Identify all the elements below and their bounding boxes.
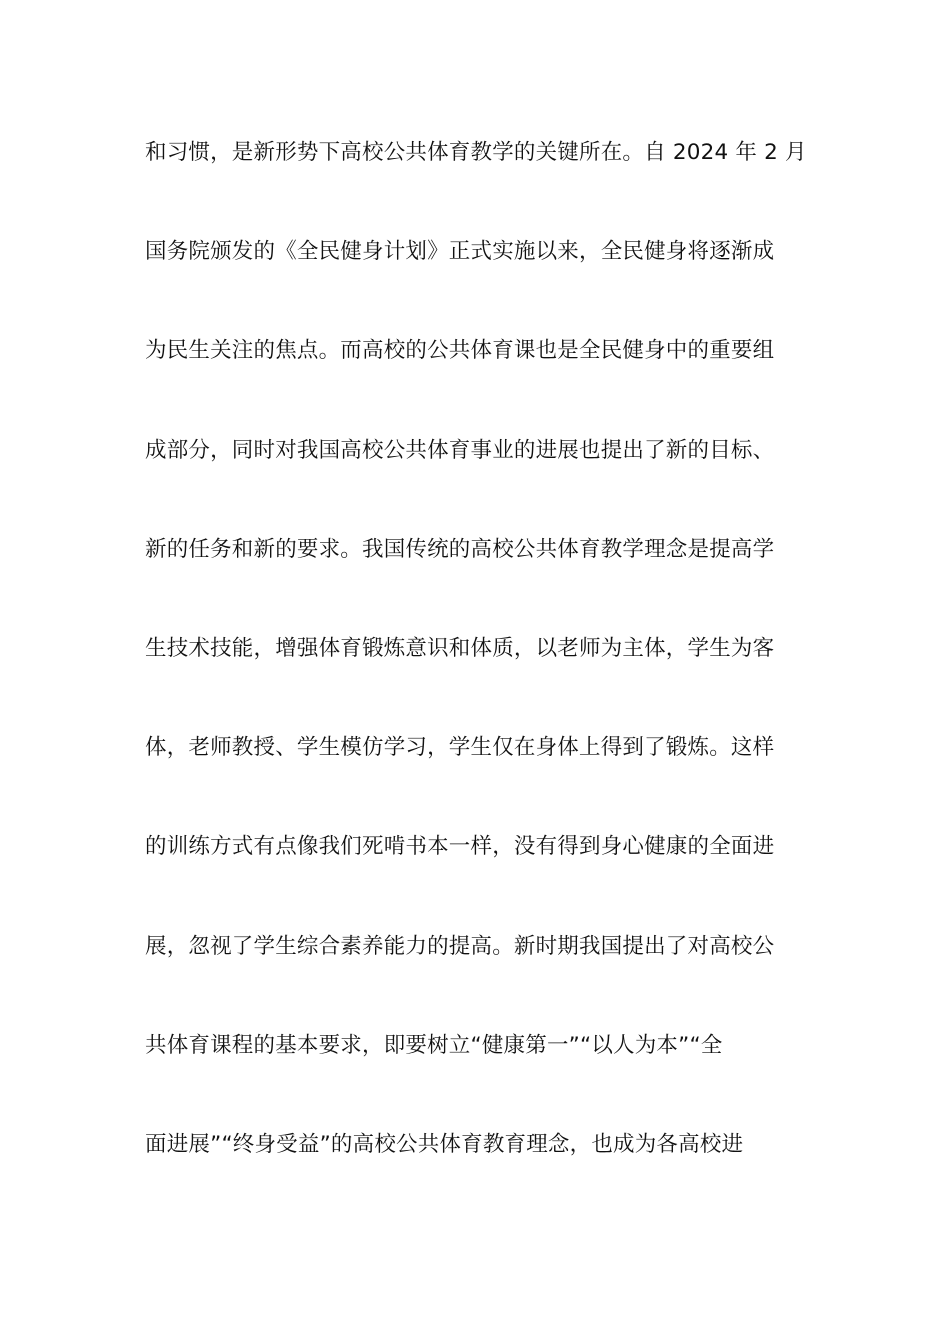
text-line: 共体育课程的基本要求，即要树立“健康第一”“以人为本”“全 (145, 1032, 723, 1058)
text-line: 的训练方式有点像我们死啃书本一样，没有得到身心健康的全面进 (145, 834, 775, 860)
text-line: 成部分，同时对我国高校公共体育事业的进展也提出了新的目标、 (145, 437, 775, 463)
text-line: 体，老师教授、学生模仿学习，学生仅在身体上得到了锻炼。这样 (145, 735, 775, 761)
text-line: 面进展”“终身受益”的高校公共体育教育理念，也成为各高校进 (145, 1131, 744, 1157)
text-line: 国务院颁发的《全民健身计划》正式实施以来，全民健身将逐渐成 (145, 239, 775, 265)
text-line: 新的任务和新的要求。我国传统的高校公共体育教学理念是提高学 (145, 536, 775, 562)
text-line: 为民生关注的焦点。而高校的公共体育课也是全民健身中的重要组 (145, 338, 775, 364)
text-line: 展，忽视了学生综合素养能力的提高。新时期我国提出了对高校公 (145, 933, 775, 959)
body-paragraph (145, 128, 810, 1219)
text-line: 生技术技能，增强体育锻炼意识和体质，以老师为主体，学生为客 (145, 635, 775, 661)
text-line: 和习惯，是新形势下高校公共体育教学的关键所在。自 2024 年 2 月 (145, 140, 807, 165)
